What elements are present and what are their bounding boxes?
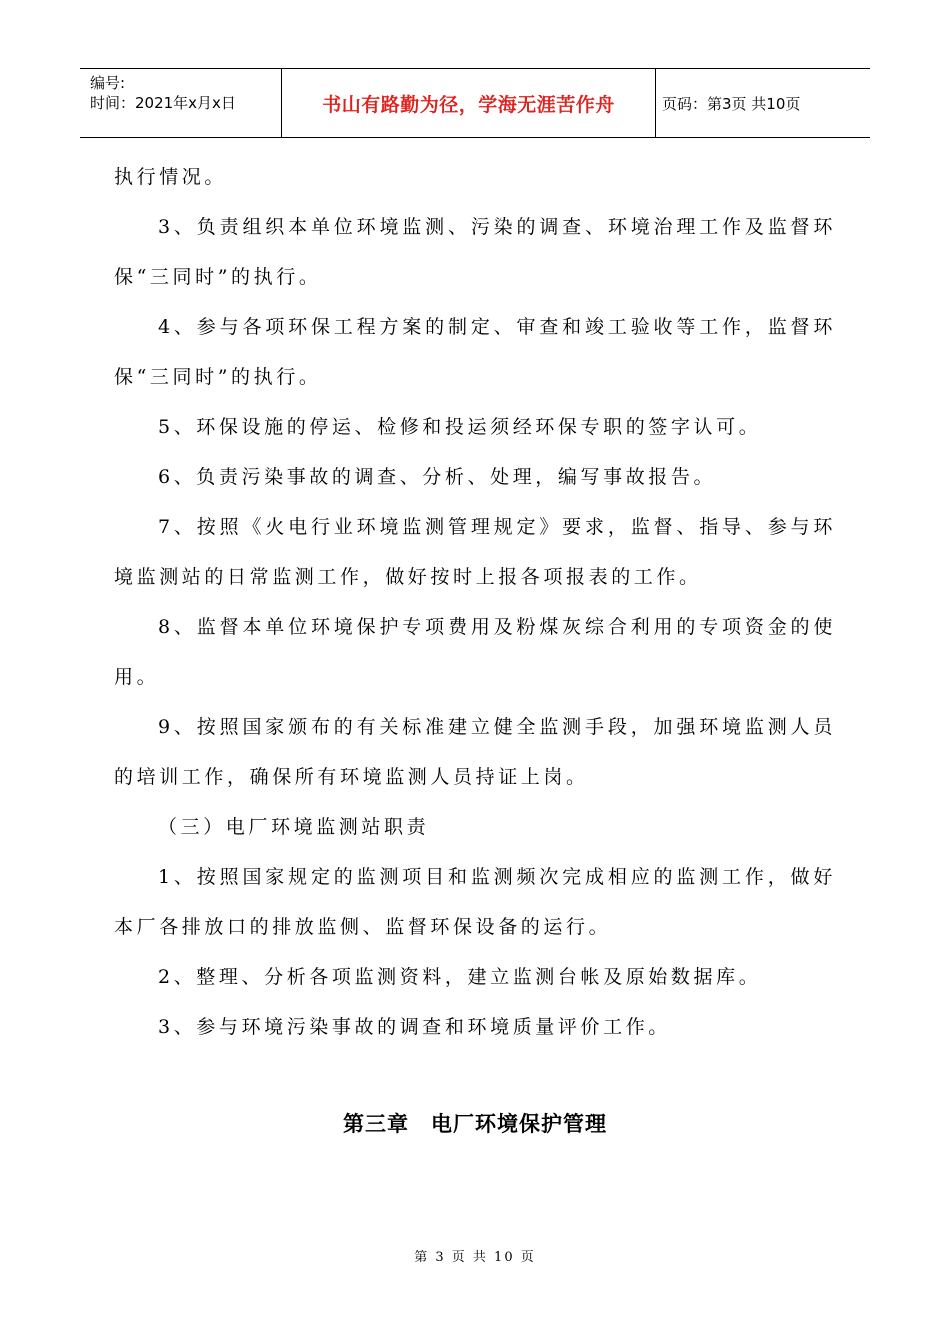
header-motto: 书山有路勤为径，学海无涯苦作舟 xyxy=(282,69,656,137)
paragraph: 3、负责组织本单位环境监测、污染的调查、环境治理工作及监督环保“三同时”的执行。 xyxy=(114,216,836,288)
header-page-info: 页码：第3页 共10页 xyxy=(662,94,801,113)
document-number-label: 编号: xyxy=(90,74,126,92)
page-header xyxy=(80,68,870,138)
paragraph: 8、监督本单位环境保护专项费用及粉煤灰综合利用的专项资金的使用。 xyxy=(114,616,836,688)
page-footer: 第 3 页 共 10 页 xyxy=(414,1250,536,1265)
paragraph: 7、按照《火电行业环境监测管理规定》要求，监督、指导、参与环境监测站的日常监测工作，做好按时上报各项报表的工作。 xyxy=(114,516,836,588)
paragraph: 1、按照国家规定的监测项目和监测频次完成相应的监测工作，做好本厂各排放口的排放监侧、监督环保设备的运行。 xyxy=(114,866,836,938)
chapter-title: 第三章 电厂环境保护管理 xyxy=(343,1112,607,1136)
paragraph: 3、参与环境污染事故的调查和环境质量评价工作。 xyxy=(158,1016,671,1038)
paragraph: 9、按照国家颁布的有关标准建立健全监测手段，加强环境监测人员的培训工作，确保所有环境监测人员持证上岗。 xyxy=(114,716,836,788)
section-heading: （三）电厂环境监测站职责 xyxy=(158,816,430,838)
paragraph: 2、整理、分析各项监测资料，建立监测台帐及原始数据库。 xyxy=(158,966,762,988)
paragraph: 执行情况。 xyxy=(114,166,228,188)
paragraph: 5、环保设施的停运、检修和投运须经环保专职的签字认可。 xyxy=(158,416,762,438)
paragraph: 6、负责污染事故的调查、分析、处理，编写事故报告。 xyxy=(158,466,717,488)
document-date: 时间：2021年x月x日 xyxy=(90,94,236,112)
paragraph: 4、参与各项环保工程方案的制定、审查和竣工验收等工作，监督环保“三同时”的执行。 xyxy=(114,316,836,388)
header-meta xyxy=(80,69,282,137)
document-body xyxy=(114,152,836,1052)
